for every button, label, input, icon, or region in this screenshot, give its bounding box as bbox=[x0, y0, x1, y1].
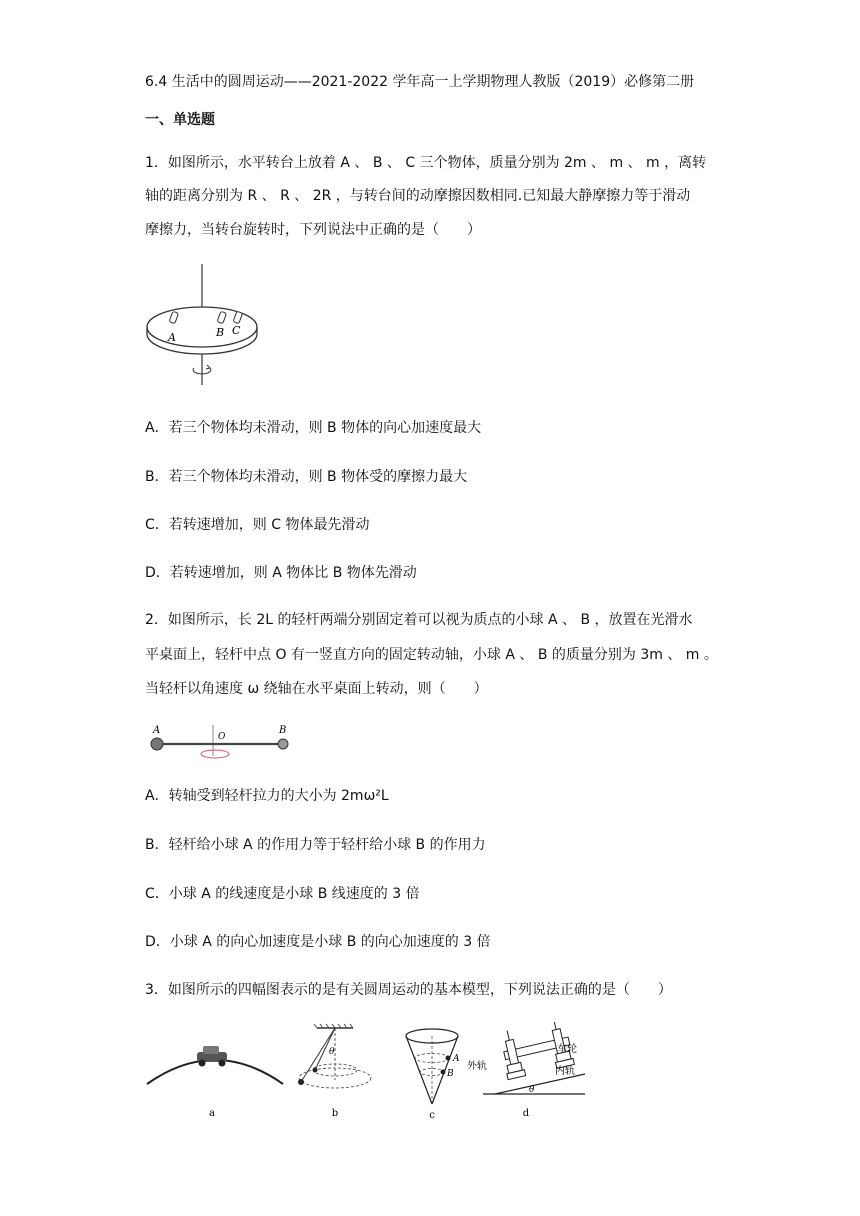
model-a-arch-bridge bbox=[147, 1046, 283, 1119]
model-c-cone bbox=[406, 1029, 460, 1121]
caption-a: a bbox=[209, 1108, 215, 1119]
cone-label-b: B bbox=[447, 1069, 454, 1079]
q1-stem-line2: 轴的距离分别为 R 、 R 、 2R ，与转台间的动摩擦因数相同.已知最大静摩擦力等于滑动 bbox=[145, 188, 691, 204]
q2-option-d: D．小球 A 的向心加速度是小球 B 的向心加速度的 3 倍 bbox=[145, 934, 491, 950]
caption-d: d bbox=[522, 1108, 530, 1119]
q2-stem-line1: 2．如图所示，长 2L 的轻杆两端分别固定着可以视为质点的小球 A 、 B ，放置在光滑水 bbox=[145, 612, 693, 628]
document-title: 6.4 生活中的圆周运动——2021-2022 学年高一上学期物理人教版（2019）必修第二册 bbox=[145, 74, 695, 90]
label-a: A bbox=[168, 331, 176, 344]
label-outer-rail: 外轨 bbox=[467, 1061, 487, 1072]
q2-option-b: B．轻杆给小球 A 的作用力等于轻杆给小球 B 的作用力 bbox=[145, 837, 486, 853]
q1-stem-line3: 摩擦力，当转台旋转时，下列说法中正确的是（ ） bbox=[145, 222, 481, 238]
q1-option-a: A．若三个物体均未滑动，则 B 物体的向心加速度最大 bbox=[145, 420, 482, 436]
caption-c: c bbox=[429, 1110, 435, 1121]
model-d-banked-rail bbox=[467, 1022, 585, 1119]
theta-b: θ bbox=[329, 1047, 335, 1057]
label-b: B bbox=[216, 326, 225, 339]
q1-option-b: B．若三个物体均未滑动，则 B 物体受的摩擦力最大 bbox=[145, 469, 468, 485]
rod-label-b: B bbox=[279, 725, 287, 736]
q1-option-d: D．若转速增加，则 A 物体比 B 物体先滑动 bbox=[145, 565, 417, 581]
section-heading: 一、单选题 bbox=[145, 112, 215, 128]
theta-d: θ bbox=[529, 1085, 535, 1095]
q2-option-c: C．小球 A 的线速度是小球 B 线速度的 3 倍 bbox=[145, 886, 420, 902]
q1-stem-line1: 1．如图所示，水平转台上放着 A 、 B 、 C 三个物体，质量分别为 2m 、 m 、 m ，离转 bbox=[145, 155, 707, 171]
q3-stem-line1: 3．如图所示的四幅图表示的是有关圆周运动的基本模型，下列说法正确的是（ ） bbox=[145, 982, 672, 998]
rod-figure bbox=[145, 722, 295, 762]
model-b-conical-pendulum bbox=[298, 1024, 371, 1119]
turntable-figure bbox=[140, 260, 270, 395]
cone-label-a: A bbox=[453, 1054, 460, 1064]
rod-label-a: A bbox=[153, 725, 161, 736]
q1-option-c: C．若转速增加，则 C 物体最先滑动 bbox=[145, 517, 370, 533]
q2-stem-line3: 当轻杆以角速度 ω 绕轴在水平桌面上转动，则（ ） bbox=[145, 681, 488, 697]
label-wheel: 车轮 bbox=[557, 1044, 577, 1055]
q2-option-a: A．转轴受到轻杆拉力的大小为 2mω²L bbox=[145, 788, 389, 804]
label-c: C bbox=[232, 324, 241, 337]
four-models-figure bbox=[145, 1022, 605, 1127]
q2-stem-line2: 平桌面上，轻杆中点 O 有一竖直方向的固定转动轴，小球 A 、 B 的质量分别为 3m 、 m 。 bbox=[145, 647, 718, 663]
rod-label-o: O bbox=[218, 732, 226, 742]
label-inner-rail: 内轨 bbox=[555, 1066, 575, 1077]
caption-b: b bbox=[331, 1108, 339, 1119]
